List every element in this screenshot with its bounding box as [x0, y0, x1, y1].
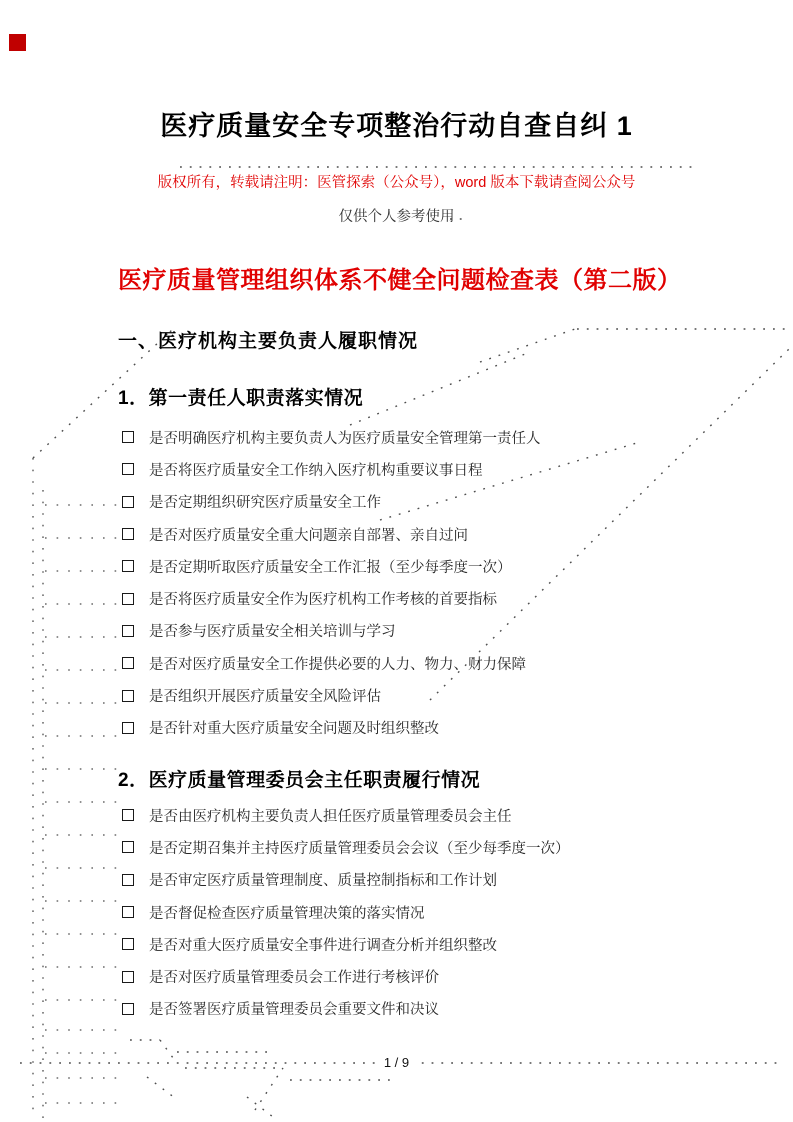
checkbox-icon [122, 528, 134, 540]
checklist-item [118, 550, 675, 582]
checklist-item [118, 928, 675, 960]
checklist-item [118, 993, 675, 1025]
checkbox-icon [122, 809, 134, 821]
checkbox-icon [122, 690, 134, 702]
checkbox-icon [122, 841, 134, 853]
checklist-item [118, 712, 675, 744]
checklist-item-text: 是否对医疗质量管理委员会工作进行考核评价 [149, 970, 439, 987]
checklist-item-text: 是否将医疗质量安全作为医疗机构工作考核的首要指标 [149, 592, 497, 609]
checklist-item [118, 679, 675, 711]
copyright-notice: 版权所有，转载请注明：医管探索（公众号），word 版本下载请查阅公众号 [157, 175, 636, 191]
checklist-item [118, 864, 675, 896]
checklist-item [118, 453, 675, 485]
checklist-item [118, 799, 675, 831]
checklist-item-text: 是否对医疗质量安全工作提供必要的人力、物力、财力保障 [149, 656, 526, 673]
checklist-item-text: 是否对医疗质量安全重大问题亲自部署、亲自过问 [149, 527, 468, 544]
usage-note: 仅供个人参考使用 [338, 209, 455, 225]
subsection-1-title: 1．第一责任人职责落实情况 [118, 388, 364, 409]
checklist-item-text: 是否针对重大医疗质量安全问题及时组织整改 [149, 721, 439, 738]
checklist-item-text: 是否定期听取医疗质量安全工作汇报（至少每季度一次） [149, 559, 512, 576]
subsection-2-title: 2．医疗质量管理委员会主任职责履行情况 [118, 769, 481, 791]
checklist-item [118, 582, 675, 614]
section-title: 一、医疗机构主要负责人履职情况 [118, 331, 419, 352]
checklist-item [118, 831, 675, 863]
page-number: 1 / 9 [375, 1055, 418, 1070]
checklist-item-text: 是否审定医疗质量管理制度、质量控制指标和工作计划 [149, 873, 497, 890]
checklist-item-text: 是否将医疗质量安全工作纳入医疗机构重要议事日程 [149, 462, 483, 479]
checklist-item-text: 是否定期组织研究医疗质量安全工作 [149, 495, 381, 512]
checkbox-icon [122, 1003, 134, 1015]
checklist-item [118, 615, 675, 647]
checklist-item [118, 647, 675, 679]
checkbox-icon [122, 874, 134, 886]
checkbox-icon [122, 938, 134, 950]
checklist-item-text: 是否明确医疗机构主要负责人为医疗质量安全管理第一责任人 [149, 430, 541, 447]
checkbox-icon [122, 560, 134, 572]
checklist-item-text: 是否参与医疗质量安全相关培训与学习 [149, 624, 396, 641]
checkbox-icon [122, 625, 134, 637]
checklist-item [118, 960, 675, 992]
checkbox-icon [122, 431, 134, 443]
checkbox-icon [122, 722, 134, 734]
page-footer [0, 1055, 793, 1070]
checklist-1 [118, 421, 675, 744]
checklist-2 [118, 799, 675, 1025]
checklist-item-text: 是否对重大医疗质量安全事件进行调查分析并组织整改 [149, 937, 497, 954]
checklist-item-text: 是否签署医疗质量管理委员会重要文件和决议 [149, 1002, 439, 1019]
checklist-item-text: 是否定期召集并主持医疗质量管理委员会会议（至少每季度一次） [149, 840, 570, 857]
checkbox-icon [122, 906, 134, 918]
checkbox-icon [122, 593, 134, 605]
doc-heading: 医疗质量管理组织体系不健全问题检查表（第二版） [118, 267, 682, 294]
checklist-item [118, 486, 675, 518]
checklist-item-text: 是否组织开展医疗质量安全风险评估 [149, 689, 381, 706]
checklist-item [118, 421, 675, 453]
checklist-item-text: 是否由医疗机构主要负责人担任医疗质量管理委员会主任 [149, 808, 512, 825]
checkbox-icon [122, 971, 134, 983]
checklist-item [118, 518, 675, 550]
checkbox-icon [122, 657, 134, 669]
page-title: 医疗质量安全专项整治行动自查自纠 1 [160, 111, 633, 141]
checkbox-icon [122, 463, 134, 475]
checkbox-icon [122, 496, 134, 508]
checklist-item [118, 896, 675, 928]
checklist-item-text: 是否督促检查医疗质量管理决策的落实情况 [149, 905, 425, 922]
